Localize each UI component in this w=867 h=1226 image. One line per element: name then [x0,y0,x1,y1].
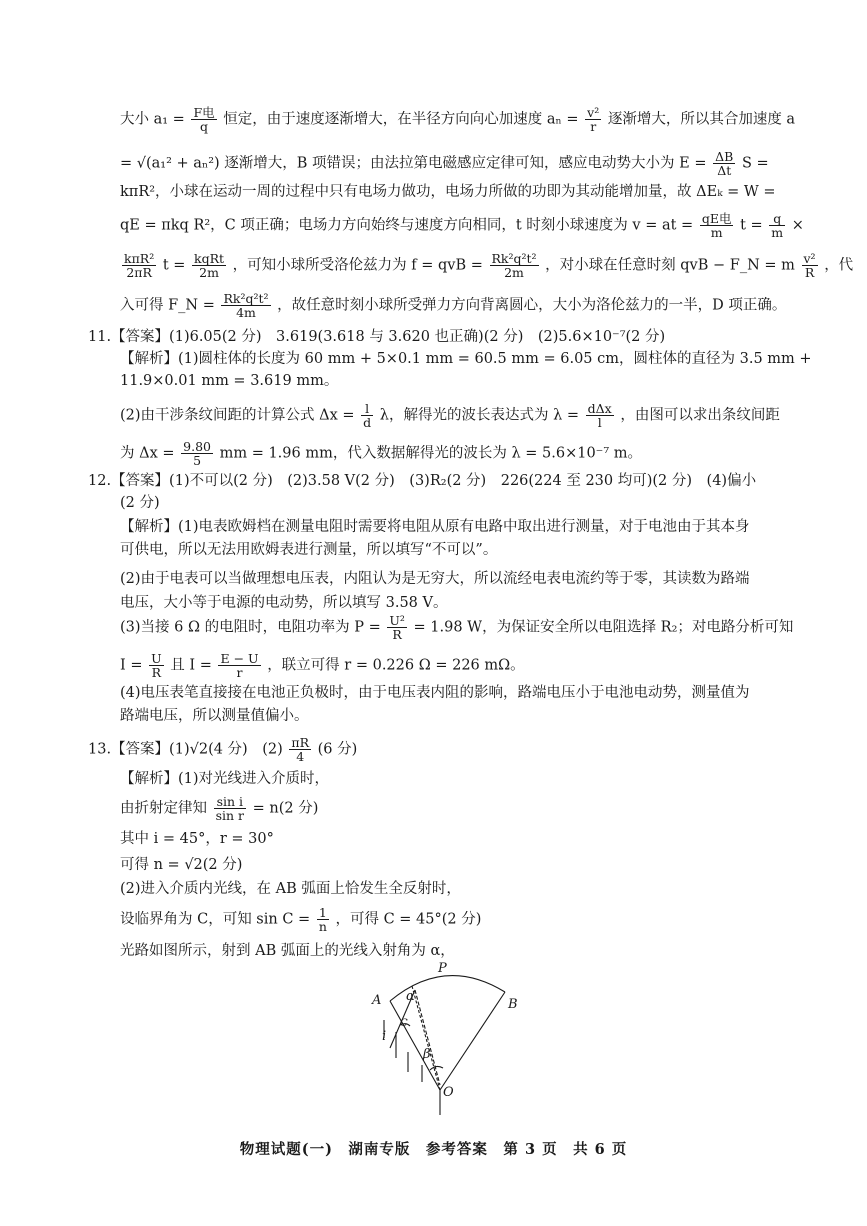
p10-line-3 [120,181,827,203]
q13-analysis-4 [120,854,827,876]
text: 电压，大小等于电源的电动势，所以填写 3.58 V。 [120,595,448,611]
text: 11.9×0.01 mm = 3.619 mm。 [120,373,339,389]
text: 且 I = [170,657,212,674]
q12-analysis-6 [120,652,827,679]
text: = 1.98 W，为保证安全所以电阻选择 R₂；对电路分析可知 [413,619,794,636]
label-c: C [400,1018,408,1029]
numerator: l [361,402,373,416]
fraction [181,440,213,467]
text: (2)进入介质内光线，在 AB 弧面上恰发生全反射时， [120,881,461,897]
text: 可得 n = √2(2 分) [120,857,243,873]
denominator: m [710,225,723,240]
denominator: 4m [236,305,256,320]
text: 大小 a₁ = [120,111,185,128]
fraction [221,292,270,319]
p10-line-1 [120,106,827,133]
q12-analysis-7 [120,682,827,704]
q13-analysis-5 [120,878,827,900]
text: 【解析】(1)对光线进入介质时， [120,771,330,787]
ray-reflected [415,990,440,1085]
text: ，联立可得 r = 0.226 Ω = 226 mΩ。 [267,657,525,674]
text: 逐渐增大，所以其合加速度 a [607,111,796,128]
denominator: 2πR [126,265,152,280]
text: ，可得 C = 45°(2 分) [335,911,482,928]
text: mm = 1.96 mm，代入数据解得光的波长为 λ = 5.6×10⁻⁷ m。 [219,445,643,462]
numerator: v² [803,251,816,266]
text: (4)电压表笔直接接在电池正负极时，由于电压表内阻的影响，路端电压小于电池电动势，测量值为 [120,685,750,701]
label-o: O [443,1085,454,1100]
normal-line [412,986,440,1090]
denominator: n [318,919,327,934]
text: t = [740,217,763,234]
text: = n(2 分) [252,800,319,817]
numerator: kqRt [194,251,225,266]
text: 为 Δx = [120,445,175,462]
q12-analysis-3 [120,568,827,590]
text: (3)当接 6 Ω 的电阻时，电阻功率为 P = [120,619,381,636]
label-b: B [508,997,518,1012]
text: × [791,217,804,234]
fraction [122,252,156,279]
text: 11.【答案】(1)6.05(2 分) 3.619(3.618 与 3.620 也正确)(2 分) (2)5.6×10⁻⁷(2 分) [88,329,666,345]
text: 入可得 F_N = [120,297,215,314]
denominator: sin r [215,808,245,823]
text: 【解析】(1)圆柱体的长度为 60 mm + 5×0.1 mm = 60.5 mm = 6.05 cm，圆柱体的直径为 3.5 mm + [120,351,812,367]
denominator: R [392,627,402,642]
numerator: qE电 [701,211,732,226]
fraction [700,212,734,239]
numerator: πR [291,735,310,750]
q11-analysis-1 [120,348,827,370]
denominator: l [597,415,602,430]
denominator: q [200,119,209,134]
numerator: E − U [220,651,259,666]
fraction [218,652,260,679]
p10-line-6 [120,292,827,319]
numerator: q [769,212,785,226]
fraction [191,106,216,133]
p10-line-5 [120,251,854,280]
fraction [490,252,539,279]
text: (6 分) [317,741,358,758]
text: I = [120,657,143,674]
fraction [192,252,226,279]
fraction [361,402,373,429]
q12-analysis-2 [120,539,827,561]
text: = √(a₁² + aₙ²) 逐渐增大，B 项错误；由法拉第电磁感应定律可知，感应电动势大小为 E = [120,155,707,172]
denominator: R [151,665,162,680]
denominator: d [363,415,372,430]
fraction [149,652,164,679]
text: 【解析】(1)电表欧姆档在测量电阻时需要将电阻从原有电路中取出进行测量，对于电池由于其本身 [120,519,750,535]
denominator: r [236,665,243,680]
optics-sector-diagram [350,960,540,1130]
fraction [317,906,329,933]
numerator: sin i [214,795,246,809]
text: t = [162,257,186,274]
text: 13.【答案】(1)√2(4 分) (2) [88,741,283,758]
denominator: 2m [199,265,219,280]
numerator: 1 [317,906,329,920]
numerator: 9.80 [183,439,211,454]
text: λ，解得光的波长表达式为 λ = [379,407,580,424]
text: 设临界角为 C，可知 sin C = [120,911,311,928]
numerator: Rk²q²t² [491,251,537,266]
radius-ob [440,992,505,1090]
q12-analysis-1 [120,516,827,538]
text: ，对小球在任意时刻 qvB − F_N = m [545,257,795,274]
text: ，由图可以求出条纹间距 [620,407,780,424]
fraction [802,252,818,279]
text: kπR²，小球在运动一周的过程中只有电场力做功，电场力所做的功即为其动能增加量，故 ΔEₖ = W = [120,184,776,200]
angle-arc-beta [430,1066,443,1070]
text: (2)由干涉条纹间距的计算公式 Δx = [120,407,355,424]
label-beta: β [423,1047,431,1062]
denominator: Δt [717,163,732,178]
q13-analysis-7 [120,940,827,962]
fraction [585,106,601,133]
fraction [387,614,407,641]
q13-analysis-3 [120,828,827,850]
q12-answer [88,470,827,492]
denominator: 2m [504,265,524,280]
text: 其中 i = 45°，r = 30° [120,831,274,847]
text: (2 分) [120,495,160,511]
fraction [713,150,735,177]
denominator: 5 [193,453,202,468]
numerator: ΔB [715,149,734,164]
numerator: dΔx [587,401,612,416]
label-a: A [372,993,382,1008]
text: 可供电，所以无法用欧姆表进行测量，所以填写“不可以”。 [120,542,498,558]
denominator: 4 [296,749,305,764]
numerator: v² [587,105,600,120]
text: 12.【答案】(1)不可以(2 分) (2)3.58 V(2 分) (3)R₂(2 分) 226(224 至 230 均可)(2 分) (4)偏小 [88,473,757,489]
text: ，可知小球所受洛伦兹力为 f = qvB = [232,257,483,274]
label-p: P [438,961,447,976]
q12-answer-2 [120,492,827,514]
text: 恒定，由于速度逐渐增大，在半径方向向心加速度 aₙ = [223,111,579,128]
page-footer: 物理试题(一) 湖南专版 参考答案 第 3 页 共 6 页 [239,1141,628,1158]
numerator: kπR² [124,251,155,266]
q11-answer [88,326,827,348]
p10-line-2 [120,150,827,177]
q13-answer [88,736,827,763]
label-alpha: α [406,989,415,1004]
q11-analysis-4 [120,440,827,467]
radius-oa [390,1001,440,1090]
numerator: U² [389,613,405,628]
q11-analysis-3 [120,402,827,429]
fraction [586,402,614,429]
denominator: r [590,119,597,134]
text: S = [741,155,769,172]
denominator: R [804,265,815,280]
q12-analysis-8 [120,705,827,727]
q11-analysis-2 [120,370,827,392]
q12-analysis-4 [120,592,827,614]
fraction [769,212,785,239]
q12-analysis-5 [120,614,827,641]
denominator: m [771,225,784,240]
numerator: F电 [193,105,215,120]
fraction [289,736,311,763]
q13-analysis-2 [120,795,827,822]
text: (2)由于电表可以当做理想电压表，内阻认为是无穷大，所以流经电表电流约等于零，其读数为路端 [120,571,750,587]
text: ，代 [824,257,854,274]
label-i: i [382,1029,387,1044]
text: 光路如图所示，射到 AB 弧面上的光线入射角为 α， [120,943,455,959]
text: qE = πkq R²，C 项正确；电场力方向始终与速度方向相同，t 时刻小球速度为 v = at = [120,217,694,234]
text: 由折射定律知 [120,800,207,817]
numerator: Rk²q²t² [223,291,269,306]
fraction [214,795,246,822]
p10-line-4 [120,212,827,239]
numerator: U [151,651,162,666]
q13-analysis-1 [120,768,827,790]
text: ，故任意时刻小球所受弹力方向背离圆心，大小为洛伦兹力的一半，D 项正确。 [277,297,787,314]
text: 路端电压，所以测量值偏小。 [120,708,309,724]
q13-analysis-6 [120,906,827,933]
